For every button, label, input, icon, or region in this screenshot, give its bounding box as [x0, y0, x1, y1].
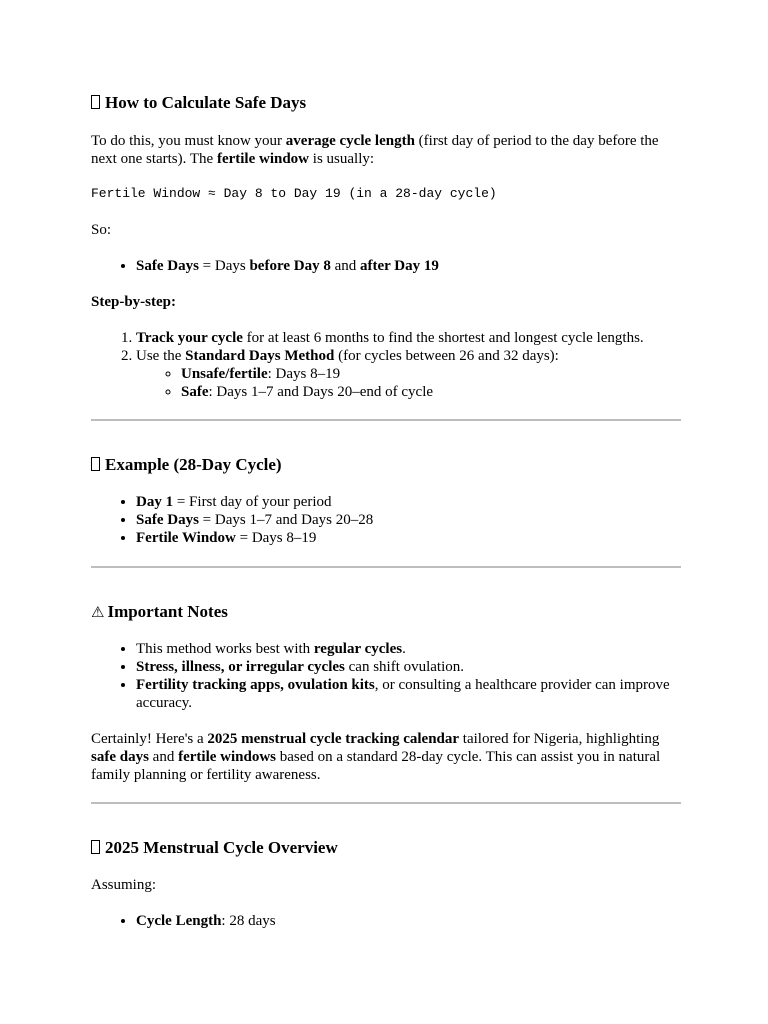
assumptions-list: [91, 912, 681, 930]
divider: [91, 802, 681, 804]
list-item: • Stress, illness, or irregular cycles can shift ovulation.: [136, 658, 681, 676]
missing-glyph-icon: [91, 95, 100, 109]
missing-glyph-icon: [91, 840, 100, 854]
safe-days-list: [91, 257, 681, 275]
divider: [91, 566, 681, 568]
section-heading-overview: 2025 Menstrual Cycle Overview: [91, 837, 681, 859]
intro-paragraph: To do this, you must know your average cycle length (first day of period to the day before the next one starts). The fertile window is usually:: [91, 133, 659, 167]
assuming-label: Assuming:: [91, 877, 157, 893]
calendar-intro-paragraph: Certainly! Here's a 2025 menstrual cycle tracking calendar tailored for Nigeria, highlighting safe days and fertile windows based on a standard 28-day cycle. This can assist you in natural family planning or fertility awareness.: [91, 731, 661, 783]
divider: [91, 419, 681, 421]
standard-days-sublist: [136, 365, 681, 401]
steps-list: [91, 329, 681, 401]
list-item: 1. Track your cycle for at least 6 months to find the shortest and longest cycle lengths.: [136, 329, 681, 347]
list-item: ◦ Safe: Days 1–7 and Days 20–end of cycle: [181, 383, 681, 401]
list-item: • Fertile Window = Days 8–19: [136, 529, 681, 547]
list-item: • Cycle Length: 28 days: [136, 912, 681, 930]
list-item: • Safe Days = Days 1–7 and Days 20–28: [136, 511, 681, 529]
list-item: • Day 1 = First day of your period: [136, 493, 681, 511]
section-heading-important-notes: ⚠ Important Notes: [91, 602, 228, 621]
step-by-step-heading: Step-by-step:: [91, 294, 176, 310]
notes-list: [91, 640, 681, 712]
list-item: 2. Use the Standard Days Method (for cycles between 26 and 32 days): ◦ Unsafe/fertile: Days 8–19 ◦ Safe: Days 1–7 and Days 20–end of cycle: [136, 347, 681, 401]
example-list: [91, 493, 681, 547]
section-heading-safe-days: How to Calculate Safe Days: [91, 92, 681, 114]
warning-icon: ⚠: [91, 603, 105, 621]
missing-glyph-icon: [91, 457, 100, 471]
section-heading-example: Example (28-Day Cycle): [91, 454, 681, 476]
so-label: So:: [91, 222, 112, 238]
document-content: [91, 92, 681, 930]
list-item: • This method works best with regular cycles.: [136, 640, 681, 658]
fertile-window-formula: Fertile Window ≈ Day 8 to Day 19 (in a 28-day cycle): [91, 186, 497, 201]
list-item: • Fertility tracking apps, ovulation kits, or consulting a healthcare provider can improve accuracy.: [136, 676, 681, 712]
list-item: ◦ Unsafe/fertile: Days 8–19: [181, 365, 681, 383]
list-item: • Safe Days = Days before Day 8 and after Day 19: [136, 257, 681, 275]
